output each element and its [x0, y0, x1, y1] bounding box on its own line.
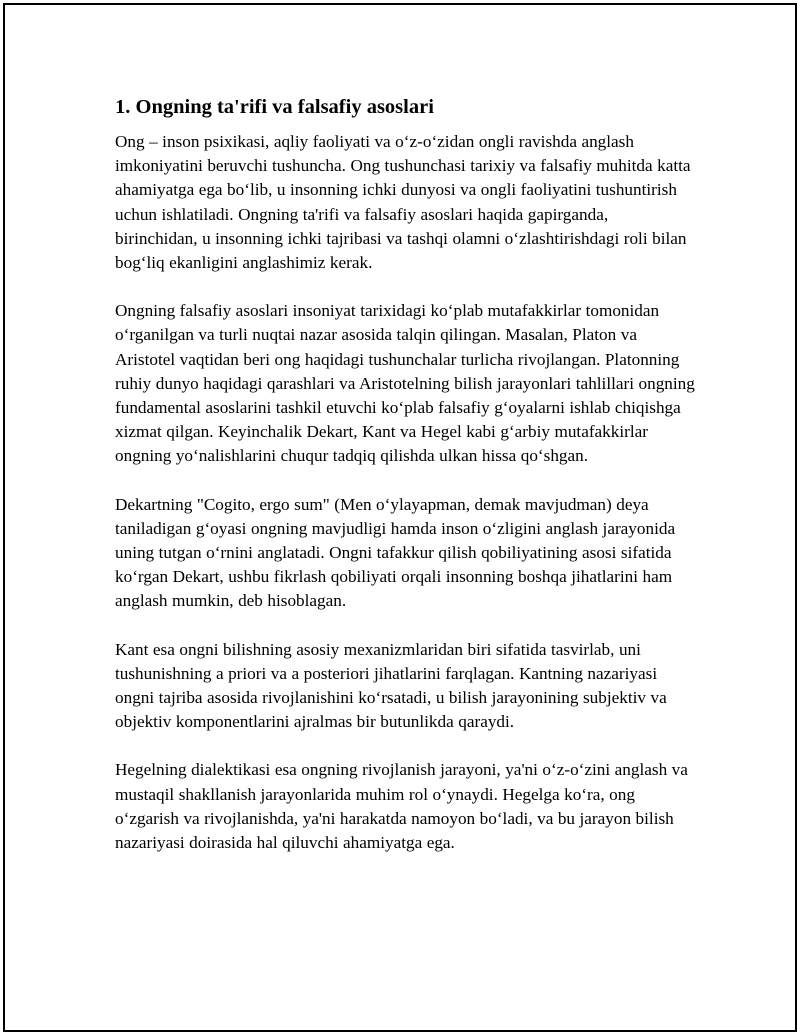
document-body: [115, 94, 695, 879]
section-title: 1. Ongning ta'rifi va falsafiy asoslari: [115, 96, 434, 118]
paragraph-hegel: Hegelning dialektikasi esa ongning rivojlanish jarayoni, ya'ni oʻz-oʻzini anglash va mustaqil shakllanish jarayonlarida muhim rol oʻynaydi. Hegelga koʻra, ong oʻzgarish va rivojlanishda, ya'ni harakatda namoyon boʻladi, va bu jarayon bilish nazariyasi doirasida hal qiluvchi ahamiyatga ega.: [115, 760, 688, 853]
paragraph-ong-definition: Ong – inson psixikasi, aqliy faoliyati va oʻz-oʻzidan ongli ravishda anglash imkoniyatini beruvchi tushuncha. Ong tushunchasi tarixiy va falsafiy muhitda katta ahamiyatga ega boʻlib, u insonning ichki dunyosi va ongli faoliyatini tushuntirish uchun ishlatiladi. Ongning ta'rifi va falsafiy asoslari haqida gapirganda, birinchidan, u insonning ichki tajribasi va tashqi olamni oʻzlashtirishdagi roli bilan bogʻliq ekanligini anglashimiz kerak.: [115, 132, 691, 273]
paragraph-kant: Kant esa ongni bilishning asosiy mexanizmlaridan biri sifatida tasvirlab, uni tushunishning a priori va a posteriori jihatlarini farqlagan. Kantning nazariyasi ongni tajriba asosida rivojlanishini koʻrsatadi, u bilish jarayonining subjektiv va objektiv komponentlarini ajralmas bir butunlikda qaraydi.: [115, 639, 667, 732]
paragraph-descartes: Dekartning "Cogito, ergo sum" (Men oʻylayapman, demak mavjudman) deya taniladigan gʻoyasi ongning mavjudligi hamda inson oʻzligini anglash jarayonida uning tutgan oʻrnini anglatadi. Ongni tafakkur qilish qobiliyatining asosi sifatida koʻrgan Dekart, ushbu fikrlash qobiliyati orqali insonning boshqa jihatlarini ham anglash mumkin, deb hisoblagan.: [115, 494, 676, 611]
paragraph-philosophical-foundations: Ongning falsafiy asoslari insoniyat tarixidagi koʻplab mutafakkirlar tomonidan oʻrganilgan va turli nuqtai nazar asosida talqin qilingan. Masalan, Platon va Aristotel vaqtidan beri ong haqidagi tushunchalar turlicha rivojlangan. Platonning ruhiy dunyo haqidagi qarashlari va Aristotelning bilish jarayonlari tahlillari ongning fundamental asoslarini tashkil etuvchi koʻplab falsafiy gʻoyalarni ishlab chiqishga xizmat qilgan. Keyinchalik Dekart, Kant va Hegel kabi gʻarbiy mutafakkirlar ongning yoʻnalishlarini chuqur tadqiq qilishda ulkan hissa qoʻshgan.: [115, 301, 695, 466]
